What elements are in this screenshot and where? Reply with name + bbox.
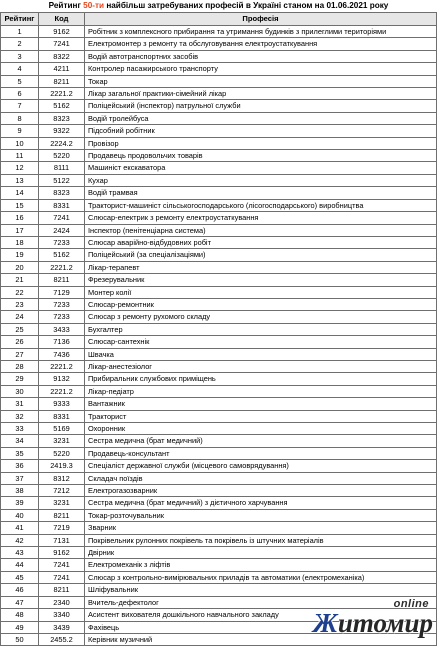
code-cell: 7219 <box>39 522 85 534</box>
profession-cell: Монтер колії <box>85 286 437 298</box>
code-cell: 9333 <box>39 398 85 410</box>
profession-cell: Контролер пасажирського транспорту <box>85 63 437 75</box>
table-row <box>1 125 437 137</box>
rank-cell: 17 <box>1 224 39 236</box>
code-cell: 8111 <box>39 162 85 174</box>
rank-cell: 37 <box>1 472 39 484</box>
table-row <box>1 298 437 310</box>
table-row <box>1 385 437 397</box>
rank-cell: 12 <box>1 162 39 174</box>
table-row <box>1 311 437 323</box>
profession-cell: Шліфувальник <box>85 584 437 596</box>
profession-cell: Складач поїздів <box>85 472 437 484</box>
table-row <box>1 174 437 186</box>
code-cell: 7129 <box>39 286 85 298</box>
code-cell: 8323 <box>39 187 85 199</box>
code-cell: 9162 <box>39 26 85 38</box>
rank-cell: 33 <box>1 423 39 435</box>
code-cell: 9132 <box>39 373 85 385</box>
code-cell: 2221.2 <box>39 360 85 372</box>
rank-cell: 46 <box>1 584 39 596</box>
profession-cell: Водій автотранспортних засобів <box>85 50 437 62</box>
code-cell: 7241 <box>39 571 85 583</box>
rank-cell: 23 <box>1 298 39 310</box>
code-cell: 2424 <box>39 224 85 236</box>
code-cell: 7212 <box>39 485 85 497</box>
profession-cell: Поліцейський (за спеціалізаціями) <box>85 249 437 261</box>
rank-cell: 41 <box>1 522 39 534</box>
table-header-row <box>1 13 437 26</box>
profession-cell: Сестра медична (брат медичний) з дієтичного харчування <box>85 497 437 509</box>
code-cell: 3433 <box>39 323 85 335</box>
profession-cell: Спеціаліст державної служби (місцевого самоврядування) <box>85 460 437 472</box>
rank-cell: 39 <box>1 497 39 509</box>
code-cell: 8211 <box>39 274 85 286</box>
rank-cell: 38 <box>1 485 39 497</box>
table-row <box>1 497 437 509</box>
profession-cell: Зварник <box>85 522 437 534</box>
code-cell: 9322 <box>39 125 85 137</box>
table-row <box>1 522 437 534</box>
rank-cell: 3 <box>1 50 39 62</box>
rank-cell: 47 <box>1 596 39 608</box>
rank-cell: 28 <box>1 360 39 372</box>
profession-cell: Лікар загальної практики-сімейний лікар <box>85 88 437 100</box>
rank-cell: 2 <box>1 38 39 50</box>
code-cell: 5162 <box>39 249 85 261</box>
profession-cell: Слюсар аварійно-відбудовних робіт <box>85 236 437 248</box>
watermark-rest: итомир <box>337 608 433 638</box>
profession-cell: Лікар-педіатр <box>85 385 437 397</box>
table-row <box>1 88 437 100</box>
table-row <box>1 249 437 261</box>
code-cell: 7241 <box>39 38 85 50</box>
code-cell: 5162 <box>39 100 85 112</box>
rank-cell: 49 <box>1 621 39 633</box>
table-row <box>1 199 437 211</box>
profession-cell: Токар-розточувальник <box>85 509 437 521</box>
rank-cell: 26 <box>1 336 39 348</box>
table-row <box>1 63 437 75</box>
profession-cell: Слюсар-сантехнік <box>85 336 437 348</box>
rank-cell: 1 <box>1 26 39 38</box>
table-row <box>1 150 437 162</box>
code-cell: 8323 <box>39 112 85 124</box>
code-cell: 3340 <box>39 609 85 621</box>
profession-cell: Асистент вихователя дошкільного навчального закладу <box>85 609 437 621</box>
rank-cell: 44 <box>1 559 39 571</box>
code-cell: 2221.2 <box>39 88 85 100</box>
table-row <box>1 50 437 62</box>
table-row <box>1 509 437 521</box>
code-cell: 5220 <box>39 150 85 162</box>
table-row <box>1 360 437 372</box>
profession-cell: Підсобний робітник <box>85 125 437 137</box>
table-row <box>1 137 437 149</box>
profession-cell: Слюсар-ремонтник <box>85 298 437 310</box>
profession-cell: Прибиральник службових приміщень <box>85 373 437 385</box>
table-row <box>1 559 437 571</box>
profession-cell: Електромеханік з ліфтів <box>85 559 437 571</box>
code-cell: 8211 <box>39 75 85 87</box>
title-accent: 50-ти <box>83 1 105 10</box>
profession-cell: Електрогазозварник <box>85 485 437 497</box>
code-cell: 3231 <box>39 497 85 509</box>
profession-cell: Фахівець <box>85 621 437 633</box>
code-cell: 4211 <box>39 63 85 75</box>
profession-cell: Слюсар-електрик з ремонту електроустаткування <box>85 212 437 224</box>
table-row <box>1 75 437 87</box>
table-row <box>1 485 437 497</box>
title-prefix: Рейтинг <box>48 1 81 10</box>
rank-cell: 15 <box>1 199 39 211</box>
header-code: Код <box>39 13 85 26</box>
table-row <box>1 187 437 199</box>
table-row <box>1 112 437 124</box>
site-watermark-logo <box>287 598 435 638</box>
rank-cell: 40 <box>1 509 39 521</box>
code-cell: 8331 <box>39 199 85 211</box>
table-row <box>1 584 437 596</box>
profession-cell: Провізор <box>85 137 437 149</box>
rank-cell: 16 <box>1 212 39 224</box>
profession-cell: Бухгалтер <box>85 323 437 335</box>
code-cell: 7241 <box>39 559 85 571</box>
rank-cell: 43 <box>1 547 39 559</box>
rank-cell: 35 <box>1 447 39 459</box>
table-row <box>1 236 437 248</box>
code-cell: 2419.3 <box>39 460 85 472</box>
rank-cell: 24 <box>1 311 39 323</box>
professions-table <box>0 12 437 646</box>
code-cell: 8211 <box>39 509 85 521</box>
table-row <box>1 423 437 435</box>
code-cell: 7136 <box>39 336 85 348</box>
rank-cell: 4 <box>1 63 39 75</box>
code-cell: 2221.2 <box>39 261 85 273</box>
rank-cell: 8 <box>1 112 39 124</box>
profession-cell: Продавець продовольчих товарів <box>85 150 437 162</box>
rank-cell: 34 <box>1 435 39 447</box>
profession-cell: Машиніст екскаватора <box>85 162 437 174</box>
rank-cell: 21 <box>1 274 39 286</box>
table-row <box>1 398 437 410</box>
table-row <box>1 100 437 112</box>
table-row <box>1 410 437 422</box>
rank-cell: 11 <box>1 150 39 162</box>
profession-cell: Робітник з комплексного прибирання та утримання будинків з прилеглими територіями <box>85 26 437 38</box>
profession-cell: Керівник музичний <box>85 633 437 645</box>
code-cell: 2340 <box>39 596 85 608</box>
profession-cell: Лікар-анестезіолог <box>85 360 437 372</box>
code-cell: 8312 <box>39 472 85 484</box>
rank-cell: 19 <box>1 249 39 261</box>
table-row <box>1 571 437 583</box>
table-row <box>1 348 437 360</box>
code-cell: 5122 <box>39 174 85 186</box>
profession-cell: Водій тролейбуса <box>85 112 437 124</box>
rank-cell: 36 <box>1 460 39 472</box>
profession-cell: Лікар-терапевт <box>85 261 437 273</box>
code-cell: 7233 <box>39 298 85 310</box>
profession-cell: Слюсар з ремонту рухомого складу <box>85 311 437 323</box>
code-cell: 2221.2 <box>39 385 85 397</box>
code-cell: 7131 <box>39 534 85 546</box>
watermark-first-letter: Ж <box>313 608 338 638</box>
code-cell: 9162 <box>39 547 85 559</box>
rank-cell: 48 <box>1 609 39 621</box>
rank-cell: 7 <box>1 100 39 112</box>
table-row <box>1 336 437 348</box>
code-cell: 3439 <box>39 621 85 633</box>
rank-cell: 45 <box>1 571 39 583</box>
profession-cell: Двірник <box>85 547 437 559</box>
code-cell: 8331 <box>39 410 85 422</box>
profession-cell: Фрезерувальник <box>85 274 437 286</box>
code-cell: 7233 <box>39 311 85 323</box>
code-cell: 5220 <box>39 447 85 459</box>
profession-cell: Сестра медична (брат медичний) <box>85 435 437 447</box>
rank-cell: 20 <box>1 261 39 273</box>
code-cell: 7241 <box>39 212 85 224</box>
code-cell: 3231 <box>39 435 85 447</box>
table-row <box>1 274 437 286</box>
code-cell: 2455.2 <box>39 633 85 645</box>
profession-cell: Тракторист <box>85 410 437 422</box>
rank-cell: 10 <box>1 137 39 149</box>
table-row <box>1 224 437 236</box>
profession-cell: Слюсар з контрольно-вимірювальних приладів та автоматики (електромеханіка) <box>85 571 437 583</box>
watermark-site-name <box>313 608 433 638</box>
rank-cell: 29 <box>1 373 39 385</box>
table-row <box>1 472 437 484</box>
profession-cell: Вантажник <box>85 398 437 410</box>
profession-cell: Швачка <box>85 348 437 360</box>
profession-cell: Тракторист-машиніст сільськогосподарського (лісогосподарського) виробництва <box>85 199 437 211</box>
profession-cell: Токар <box>85 75 437 87</box>
code-cell: 7233 <box>39 236 85 248</box>
table-row <box>1 534 437 546</box>
table-body <box>1 26 437 646</box>
table-row <box>1 447 437 459</box>
profession-cell: Продавець-консультант <box>85 447 437 459</box>
table-row <box>1 26 437 38</box>
header-profession: Професія <box>85 13 437 26</box>
profession-cell: Електромонтер з ремонту та обслуговування електроустаткування <box>85 38 437 50</box>
rank-cell: 32 <box>1 410 39 422</box>
table-row <box>1 261 437 273</box>
table-row <box>1 547 437 559</box>
code-cell: 2224.2 <box>39 137 85 149</box>
profession-cell: Покрівельник рулонних покрівель та покрівель із штучних матеріалів <box>85 534 437 546</box>
profession-cell: Поліцейський (інспектор) патрульної служби <box>85 100 437 112</box>
table-row <box>1 286 437 298</box>
profession-cell: Водій трамвая <box>85 187 437 199</box>
rank-cell: 18 <box>1 236 39 248</box>
table-row <box>1 373 437 385</box>
profession-cell: Охоронник <box>85 423 437 435</box>
code-cell: 7436 <box>39 348 85 360</box>
code-cell: 5169 <box>39 423 85 435</box>
profession-cell: Кухар <box>85 174 437 186</box>
rank-cell: 31 <box>1 398 39 410</box>
rank-cell: 13 <box>1 174 39 186</box>
code-cell: 8322 <box>39 50 85 62</box>
header-rank: Рейтинг <box>1 13 39 26</box>
title-suffix: найбільш затребуваних професій в Україні станом на 01.06.2021 року <box>106 1 389 10</box>
rank-cell: 14 <box>1 187 39 199</box>
code-cell: 8211 <box>39 584 85 596</box>
rank-cell: 50 <box>1 633 39 645</box>
profession-cell: Інспектор (пенітенціарна система) <box>85 224 437 236</box>
watermark-online-text: online <box>393 598 429 610</box>
rank-cell: 25 <box>1 323 39 335</box>
document-title <box>0 0 437 12</box>
table-row <box>1 460 437 472</box>
table-row <box>1 212 437 224</box>
rank-cell: 9 <box>1 125 39 137</box>
table-row <box>1 323 437 335</box>
rank-cell: 5 <box>1 75 39 87</box>
rank-cell: 22 <box>1 286 39 298</box>
rank-cell: 30 <box>1 385 39 397</box>
rank-cell: 6 <box>1 88 39 100</box>
table-row <box>1 162 437 174</box>
table-row <box>1 38 437 50</box>
table-row <box>1 435 437 447</box>
rank-cell: 27 <box>1 348 39 360</box>
profession-cell: Вчитель-дефектолог <box>85 596 437 608</box>
rank-cell: 42 <box>1 534 39 546</box>
